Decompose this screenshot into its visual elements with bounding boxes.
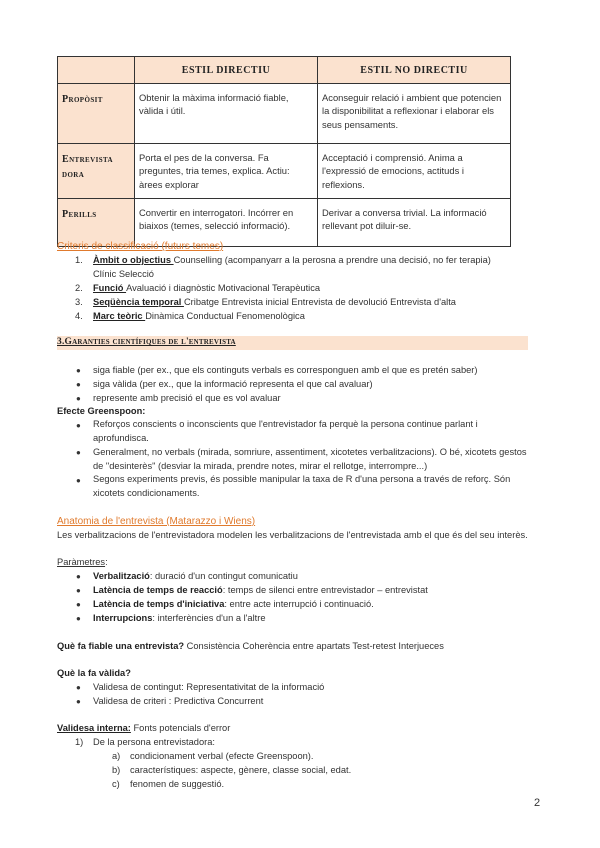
list-number: 4. [75, 311, 83, 321]
page-number: 2 [534, 797, 541, 809]
cell-perills-non-directive: Derivar a conversa trivial. La informació rellevant pot diluir-se. [318, 199, 511, 247]
table-corner-cell [58, 57, 135, 84]
valida-question: Què la fa vàlida? [57, 668, 131, 678]
sublist-letter: b) [112, 765, 121, 775]
bullet-icon: ● [76, 572, 81, 581]
anatomia-intro: Les verbalitzacions de l'entrevistadora modelen les verbalitzacions de l'entrevistada amb el que és del seu interès. [57, 530, 528, 540]
list-item: represente amb precisió el que es vol avaluar [93, 393, 281, 403]
anatomia-heading: Anatomia de l'entrevista (Matarazzo i Wiens) [57, 516, 256, 527]
list-item: Validesa de criteri : Predictiva Concurrent [93, 696, 264, 706]
bullet-icon: ● [76, 614, 81, 623]
garanties-heading: 3.Garanties científiques de l'entrevista [57, 337, 236, 347]
list-number: 2. [75, 283, 83, 293]
sublist-item: característiques: aspecte, gènere, classe social, edat. [130, 765, 352, 775]
bullet-icon: ● [76, 366, 81, 375]
list-item: Funció Avaluació i diagnòstic Motivacional Terapèutica [93, 283, 321, 293]
params-label: Paràmetres: [57, 557, 108, 567]
cell-entrevistadora-directive: Porta el pes de la conversa. Fa preguntes, tria temes, explica. Actiu: àrees explorar [135, 144, 318, 199]
fiable-question: Què fa fiable una entrevista? Consistència Coherència entre apartats Test-retest Interjueces [57, 641, 444, 651]
list-item: Latència de temps de reacció: temps de silenci entre entrevistador – entrevistat [93, 585, 428, 595]
list-item: Generalment, no verbals (mirada, somriure, assentiment, xicotetes verbalitzacions). O bé, xicotets gestos de "desinterès" (desviar la mirada, prendre notes, mirar el rellotge, interrompre...) [93, 447, 527, 471]
sublist-item: condicionament verbal (efecte Greenspoon). [130, 751, 314, 761]
table-row [58, 144, 511, 199]
list-number: 1. [75, 255, 83, 265]
list-item: Segons experiments previs, és possible manipular la taxa de R d'una persona a través de reforç. Són xicotets condicionaments. [93, 474, 511, 498]
list-item: Validesa de contingut: Representativitat de la informació [93, 682, 325, 692]
list-item: Verbalització: duració d'un contingut comunicatiu [93, 571, 298, 581]
cell-proposit-directive: Obtenir la màxima informació fiable, vàlida i útil. [135, 84, 318, 144]
bullet-icon: ● [76, 600, 81, 609]
sublist-letter: c) [112, 779, 120, 789]
row-label-entrevistadora: Entrevista dora [58, 144, 135, 199]
bullet-icon: ● [76, 683, 81, 692]
bullet-icon: ● [76, 394, 81, 403]
bullet-icon: ● [76, 448, 81, 457]
table-header-row [58, 57, 511, 84]
list-number: 1) [75, 737, 84, 747]
criteris-heading: Criteris de classificació (futurs temes) [57, 241, 224, 252]
list-item: Interrupcions: interferències d'un a l'altre [93, 613, 266, 623]
bullet-icon: ● [76, 697, 81, 706]
sublist-item: fenomen de suggestió. [130, 779, 225, 789]
table-row [58, 199, 511, 247]
header-directive: ESTIL DIRECTIU [135, 57, 318, 84]
bullet-icon: ● [76, 380, 81, 389]
list-item: Latència de temps d'iniciativa: entre acte interrupció i continuació. [93, 599, 374, 609]
list-item: siga vàlida (per ex., que la informació representa el que cal avaluar) [93, 379, 373, 389]
row-label-proposit: Propòsit [58, 84, 135, 144]
table-row [58, 84, 511, 144]
cell-proposit-non-directive: Aconseguir relació i ambient que potencien la disponibilitat a reflexionar i elaborar els seus pensaments. [318, 84, 511, 144]
list-number: 3. [75, 297, 83, 307]
list-item: De la persona entrevistadora: [93, 737, 215, 747]
header-non-directive: ESTIL NO DIRECTIU [318, 57, 511, 84]
list-item: siga fiable (per ex., que els continguts verbals es corresponguen amb el que es pretén saber) [93, 365, 478, 375]
list-item: Marc teòric Dinàmica Conductual Fenomenològica [93, 311, 305, 321]
validesa-interna: Validesa interna: Fonts potencials d'error [57, 723, 231, 733]
list-item: Àmbit o objectius Counselling (acompanyarr a la perosna a prendre una decisió, no fer terapia) [93, 255, 491, 265]
sublist-letter: a) [112, 751, 121, 761]
style-comparison-table [57, 56, 511, 247]
list-item: Seqüència temporal Cribatge Entrevista inicial Entrevista de devolució Entrevista d'alta [93, 297, 456, 307]
list-item: Reforços conscients o inconscients que l'entrevistador fa perquè la persona continue parlant i aprofundisca. [93, 419, 478, 443]
cell-perills-directive: Convertir en interrogatori. Incórrer en biaixos (temes, selecció informació). [135, 199, 318, 247]
row-label-perills: Perills [58, 199, 135, 247]
bullet-icon: ● [76, 421, 81, 430]
list-item-continuation: Clínic Selecció [93, 269, 154, 279]
cell-entrevistadora-non-directive: Acceptació i comprensió. Anima a l'expressió de emocions, actituds i reflexions. [318, 144, 511, 199]
bullet-icon: ● [76, 476, 81, 485]
greenspoon-title: Efecte Greenspoon: [57, 406, 146, 416]
bullet-icon: ● [76, 586, 81, 595]
